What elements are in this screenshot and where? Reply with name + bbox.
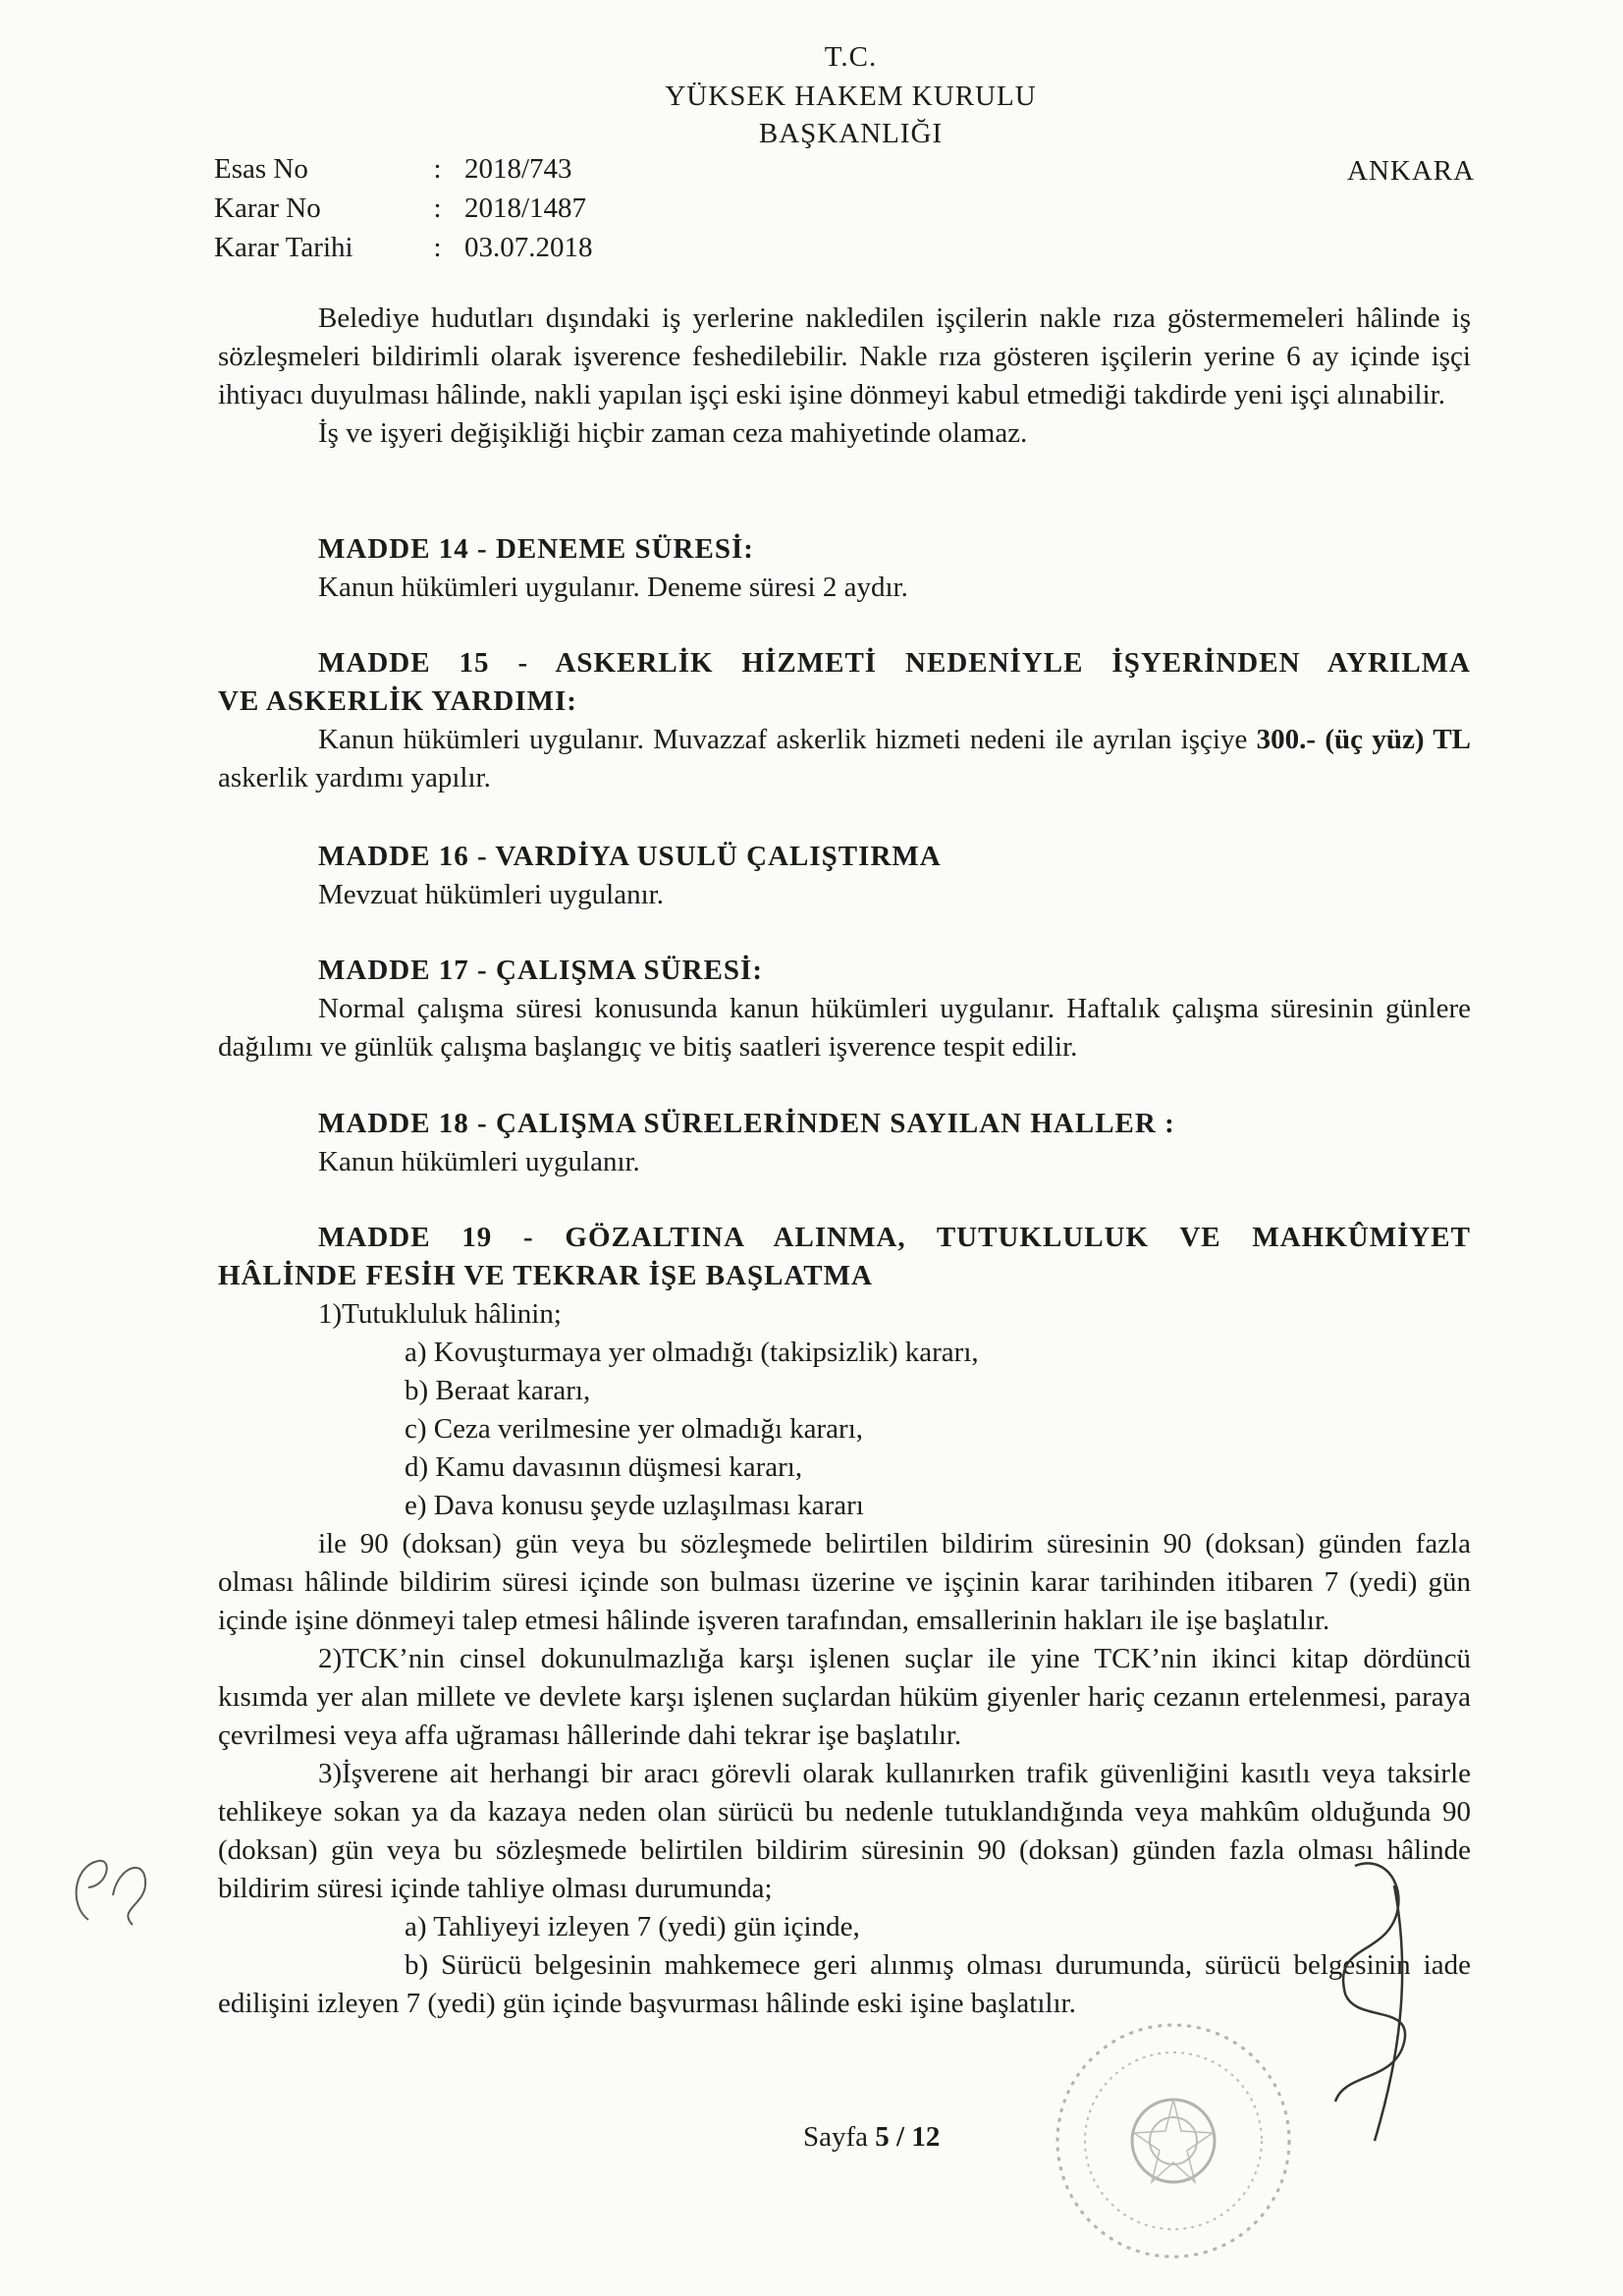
page-total: 12: [911, 2121, 941, 2153]
item-1-sub: e) Dava konusu şeyde uzlaşılması kararı: [405, 1490, 864, 1521]
article-title: MADDE 17 - ÇALIŞMA SÜRESİ:: [318, 955, 763, 986]
item-3-a: a) Tahliyeyi izleyen 7 (yedi) gün içinde,: [405, 1911, 860, 1942]
meta-value: 03.07.2018: [464, 232, 593, 263]
page-prefix: Sayfa: [803, 2121, 876, 2153]
article-14: [218, 530, 1471, 607]
article-title: MADDE 19 - GÖZALTINA ALINMA, TUTUKLULUK VE MAHKÛMİYET: [318, 1222, 1471, 1253]
item-1-sub: b) Beraat kararı,: [405, 1375, 591, 1406]
article-text: [218, 721, 1471, 797]
item-2: 2)TCK’nin cinsel dokunulmazlığa karşı işlenen suçlar ile yine TCK’nin ikinci kitap dördüncü kısımda yer alan millete ve devlete karşı işlenen suçlardan hüküm giyenler hariç cezanın ertelenmesi, paraya çevrilmesi veya affa uğraması hâllerinde dahi tekrar işe başlatılır.: [218, 1643, 1471, 1751]
margin-initials-icon: [59, 1827, 167, 1944]
page-current: 5: [875, 2121, 890, 2153]
article-title: MADDE 15 - ASKERLİK HİZMETİ NEDENİYLE İŞYERİNDEN AYRILMA: [318, 647, 1471, 679]
item-3: 3)İşverene ait herhangi bir aracı görevli olarak kullanırken trafik güvenliğini kasıtlı veya taksirle tehlikeye sokan ya da kazaya neden olan sürücü bu nedenle tutuklandığında veya mahkûm olduğunda 90 (doksan) gün veya bu sözleşmede belirtilen bildirim süresinin 90 (doksan) günden fazla olması hâlinde bildirim süresi içinde tahliye olması durumunda;: [218, 1758, 1471, 1904]
meta-label: Karar No: [214, 192, 321, 224]
intro-section: [218, 300, 1471, 453]
item-1-sub: a) Kovuşturmaya yer olmadığı (takipsizlik) kararı,: [405, 1337, 979, 1368]
page-sep: /: [889, 2121, 912, 2153]
meta-row-tarih: [214, 228, 593, 267]
article-17: [218, 952, 1471, 1066]
meta-colon: :: [433, 153, 442, 185]
intro-paragraph-2: İş ve işyeri değişikliği hiçbir zaman ceza mahiyetinde olamaz.: [318, 417, 1028, 449]
page-number: [803, 2121, 940, 2154]
meta-row-esas: [214, 149, 593, 189]
article-title-cont: VE ASKERLİK YARDIMI:: [218, 685, 577, 717]
header-line-tc: T.C.: [824, 41, 878, 73]
official-stamp-icon: [1046, 2013, 1301, 2269]
meta-label: Karar Tarihi: [214, 232, 353, 263]
article-text: Normal çalışma süresi konusunda kanun hükümleri uygulanır. Haftalık çalışma süresinin günlere dağılımı ve günlük çalışma başlangıç ve bitiş saatleri işverence tespit edilir.: [218, 993, 1471, 1063]
item-1-tail: ile 90 (doksan) gün veya bu sözleşmede belirtilen bildirim süresinin 90 (doksan) günden fazla olması hâlinde bildirim süresi içinde son bulması üzerine ve işçinin karar tarihinden itibaren 7 (yedi) gün içinde işine dönmeyi talep etmesi hâlinde işveren tarafından, emsallerinin hakları ile işe başlatılır.: [218, 1528, 1471, 1636]
meta-label: Esas No: [214, 153, 308, 185]
meta-value: 2018/743: [464, 153, 572, 185]
article-16: [218, 838, 1471, 914]
item-3-b: b) Sürücü belgesinin mahkemece geri alınmış olması durumunda, sürücü belgesinin iade edilişini izleyen 7 (yedi) gün içinde başvurması hâlinde eski işine başlatılır.: [218, 1949, 1471, 2019]
item-1-sub: d) Kamu davasının düşmesi kararı,: [405, 1451, 803, 1483]
meta-value: 2018/1487: [464, 192, 587, 224]
article-text: Mevzuat hükümleri uygulanır.: [318, 879, 664, 910]
meta-colon: :: [433, 232, 442, 263]
item-1-sub: c) Ceza verilmesine yer olmadığı kararı,: [405, 1413, 864, 1445]
aid-amount: 300.- (üç yüz) TL: [1256, 724, 1471, 755]
article-15: [218, 644, 1471, 797]
meta-colon: :: [433, 192, 442, 224]
article-title: MADDE 16 - VARDİYA USULÜ ÇALIŞTIRMA: [318, 841, 942, 872]
article-text: Kanun hükümleri uygulanır. Deneme süresi 2 aydır.: [318, 572, 908, 603]
article-title-cont: HÂLİNDE FESİH VE TEKRAR İŞE BAŞLATMA: [218, 1260, 873, 1291]
header-city: ANKARA: [1347, 155, 1476, 187]
case-meta: [214, 149, 593, 267]
intro-paragraph: Belediye hudutları dışındaki iş yerlerine nakledilen işçilerin nakle rıza göstermemeleri hâlinde iş sözleşmeleri bildirimli olarak işverence feshedilebilir. Nakle rıza gösteren işçilerin yerine 6 ay içinde işçi ihtiyacı duyulması hâlinde, nakli yapılan işçi eski işine dönmeyi kabul etmediği takdirde yeni işçi alınabilir.: [218, 302, 1471, 410]
meta-row-karar: [214, 189, 593, 228]
article-title: MADDE 14 - DENEME SÜRESİ:: [318, 533, 754, 565]
item-1-lead: 1)Tutukluluk hâlinin;: [318, 1298, 562, 1330]
header-line-institution: YÜKSEK HAKEM KURULU: [665, 81, 1037, 112]
article-18: [218, 1105, 1471, 1181]
article-title: MADDE 18 - ÇALIŞMA SÜRELERİNDEN SAYILAN HALLER :: [318, 1108, 1175, 1139]
header-line-presidency: BAŞKANLIĞI: [758, 118, 944, 149]
article-text: Kanun hükümleri uygulanır.: [318, 1146, 640, 1177]
article-text-a: Kanun hükümleri uygulanır. Muvazzaf askerlik hizmeti nedeni ile ayrılan işçiye: [318, 724, 1257, 755]
article-text-b: askerlik yardımı yapılır.: [218, 762, 491, 793]
